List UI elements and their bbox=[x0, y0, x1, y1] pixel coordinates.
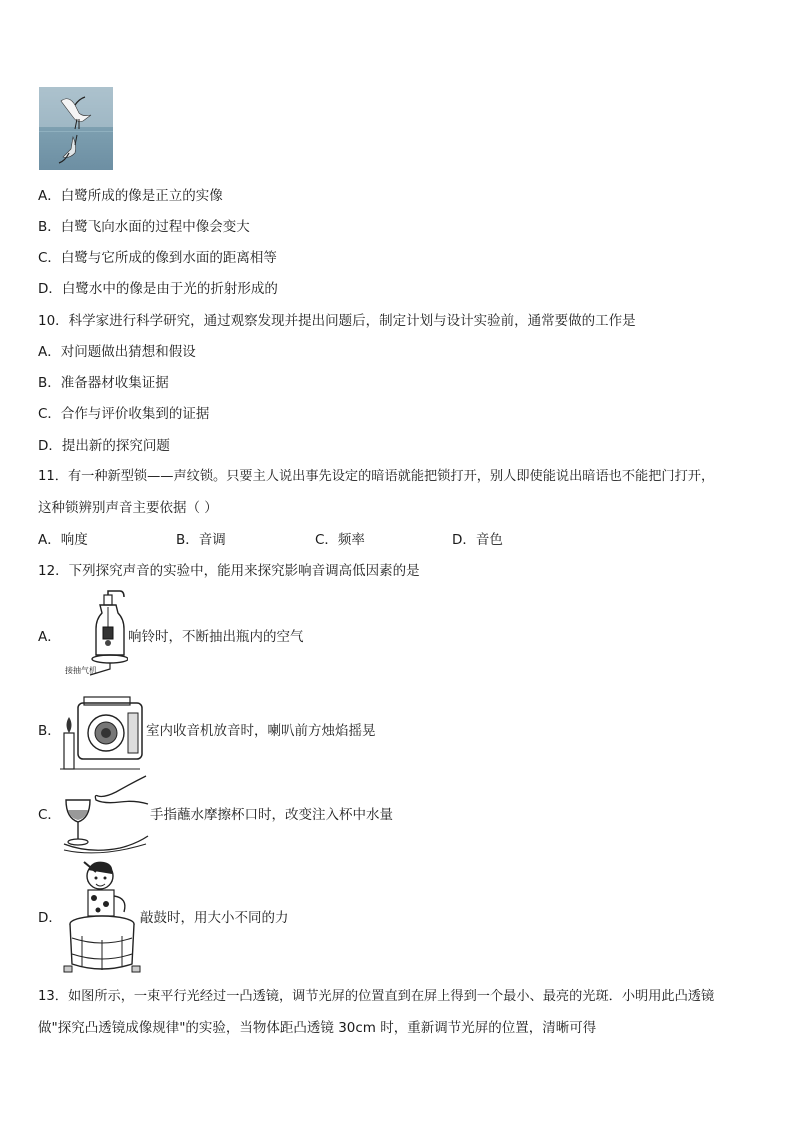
q12-option-d-letter: D． bbox=[38, 910, 62, 926]
q13-stem-line2: 做"探究凸透镜成像规律"的实验，当物体距凸透镜 30cm 时，重新调节光屏的位置，清晰可得 bbox=[38, 1020, 597, 1036]
wine-glass-figure bbox=[60, 774, 150, 856]
q10-option-a: A．对问题做出猜想和假设 bbox=[38, 344, 196, 360]
drum-boy-figure bbox=[62, 858, 142, 978]
q11-stem-line2: 这种锁辨别声音主要依据（ ） bbox=[38, 500, 218, 516]
q12-option-c-text: 手指蘸水摩擦杯口时，改变注入杯中水量 bbox=[150, 807, 393, 823]
egret-photo bbox=[39, 87, 113, 170]
q10-stem: 10．科学家进行科学研究，通过观察发现并提出问题后，制定计划与设计实验前，通常要做的工作是 bbox=[38, 313, 636, 329]
q9-option-c: C．白鹭与它所成的像到水面的距离相等 bbox=[38, 250, 277, 266]
q10-option-b: B．准备器材收集证据 bbox=[38, 375, 169, 391]
q9-option-b: B．白鹭飞向水面的过程中像会变大 bbox=[38, 219, 250, 235]
q12-option-a-figure-label: 接抽气机 bbox=[65, 666, 97, 675]
q12-stem: 12．下列探究声音的实验中，能用来探究影响音调高低因素的是 bbox=[38, 563, 420, 579]
q9-option-d: D．白鹭水中的像是由于光的折射形成的 bbox=[38, 281, 278, 297]
q12-option-a-letter: A． bbox=[38, 629, 61, 645]
q12-option-d-text: 敲鼓时，用大小不同的力 bbox=[140, 910, 289, 926]
q11-option-a: A．响度 bbox=[38, 532, 88, 548]
q13-stem-line1: 13．如图所示，一束平行光经过一凸透镜，调节光屏的位置直到在屏上得到一个最小、最亮的光斑．小明用此凸透镜 bbox=[38, 989, 715, 1004]
q11-option-d: D．音色 bbox=[452, 532, 503, 548]
q12-option-a-text: 响铃时，不断抽出瓶内的空气 bbox=[128, 629, 304, 645]
q9-option-a: A．白鹭所成的像是正立的实像 bbox=[38, 188, 223, 204]
q12-option-b-text: 室内收音机放音时，喇叭前方烛焰摇晃 bbox=[146, 723, 376, 739]
q12-option-c-letter: C． bbox=[38, 807, 61, 823]
q11-stem-line1: 11．有一种新型锁——声纹锁。只要主人说出事先设定的暗语就能把锁打开，别人即使能说出暗语也不能把门打开， bbox=[38, 469, 715, 484]
q11-options bbox=[38, 530, 738, 550]
radio-candle-figure bbox=[60, 689, 146, 773]
q11-option-c: C．频率 bbox=[315, 532, 365, 548]
q11-option-b: B．音调 bbox=[176, 532, 226, 548]
q12-option-b-letter: B． bbox=[38, 723, 61, 739]
q10-option-c: C．合作与评价收集到的证据 bbox=[38, 406, 210, 422]
q10-option-d: D．提出新的探究问题 bbox=[38, 438, 170, 454]
